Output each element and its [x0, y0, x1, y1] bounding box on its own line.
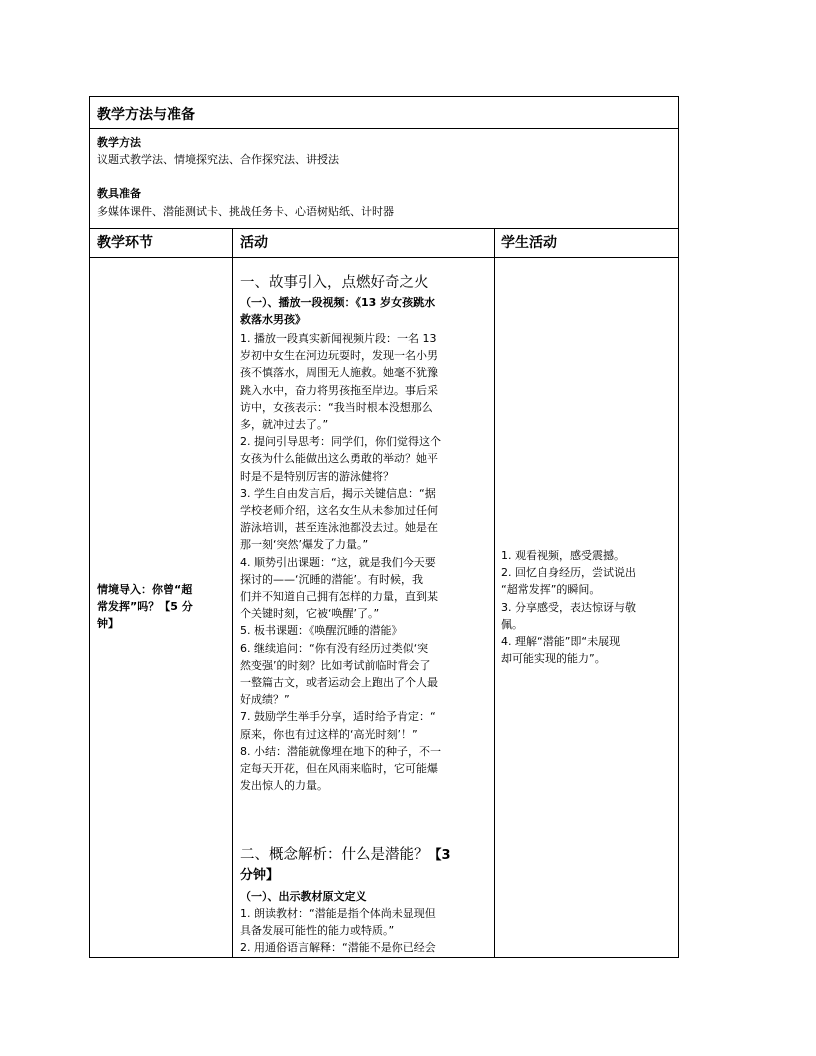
- section-1-subtitle: [240, 294, 435, 328]
- body-line: 具备发展可能性的能力或特质。”: [240, 924, 395, 938]
- header-stage: 教学环节: [97, 235, 153, 251]
- section-2-title-cont: [240, 864, 279, 887]
- student-line: 佩。: [501, 617, 523, 631]
- section-2-subtitle: （一）、出示教材原文定义: [240, 890, 367, 903]
- body-line: 们并不知道自己拥有怎样的力量，直到某: [240, 590, 438, 604]
- body-line: 学校老师介绍，这名女生从未参加过任何: [240, 504, 438, 518]
- body-line: 定每天开花，但在风雨来临时，它可能爆: [240, 762, 438, 776]
- table-rule: [89, 228, 679, 229]
- header-activity: 活动: [240, 235, 268, 251]
- table-rule: [89, 257, 679, 258]
- student-line: 2. 回忆自身经历，尝试说出: [501, 566, 636, 580]
- body-line: 岁初中女生在河边玩耍时，发现一名小男: [240, 349, 438, 363]
- body-line: 孩不慎落水，周围无人施救。她毫不犹豫: [240, 366, 438, 380]
- table-rule: [232, 228, 233, 958]
- table-rule: [89, 128, 679, 129]
- lesson-plan-page: [89, 96, 679, 958]
- body-line: 3. 学生自由发言后，揭示关键信息：“据: [240, 486, 436, 500]
- body-line: 时是不是特别厉害的游泳健将？: [240, 469, 394, 483]
- body-line: 1. 朗读教材：“潜能是指个体尚未显现但: [240, 907, 436, 920]
- subtitle-line: （一）、播放一段视频：《13 岁女孩跳水: [240, 296, 436, 309]
- stage-line: 情境导入：你曾“超: [97, 583, 193, 596]
- body-line: 4. 顺势引出课题：“这，就是我们今天要: [240, 555, 436, 569]
- section-1-title: 一、故事引入，点燃好奇之火: [240, 275, 429, 291]
- header-student: 学生活动: [501, 235, 557, 251]
- body-line: 跳入水中，奋力将男孩拖至岸边。事后采: [240, 383, 438, 397]
- body-line: 探讨的——‘沉睡的潜能’。有时候，我: [240, 572, 423, 586]
- body-line: 然变强’的时刻？比如考试前临时背会了: [240, 658, 431, 672]
- body-line: 好成绩？”: [240, 693, 290, 707]
- prep-title: 教学方法与准备: [97, 107, 195, 123]
- tools-text: 多媒体课件、潜能测试卡、挑战任务卡、心语树贴纸、计时器: [97, 205, 394, 218]
- body-line: 女孩为什么能做出这么勇敢的举动？她平: [240, 452, 438, 466]
- body-line: 2. 提问引导思考：同学们，你们觉得这个: [240, 435, 441, 449]
- body-line: 游泳培训，甚至连泳池都没去过。她是在: [240, 521, 438, 535]
- student-activity: [501, 547, 636, 667]
- section-2-title-time: 【3: [428, 848, 451, 863]
- student-line: 3. 分享感受，表达惊讶与敬: [501, 600, 636, 614]
- body-line: 5. 板书课题：《唤醒沉睡的潜能》: [240, 624, 403, 638]
- body-line: 多，就冲过去了。”: [240, 418, 329, 432]
- section-2-title-time-cont: 分钟】: [240, 868, 280, 883]
- section-1-body: [240, 330, 441, 794]
- stage-text: [97, 581, 193, 633]
- body-line: 8. 小结：潜能就像埋在地下的种子，不一: [240, 744, 441, 758]
- body-line: 发出惊人的力量。: [240, 779, 328, 793]
- methods-label: 教学方法: [97, 136, 141, 149]
- body-line: 访中，女孩表示：“我当时根本没想那么: [240, 400, 433, 414]
- section-2-body: [240, 905, 436, 957]
- student-line: 4. 理解“潜能”即“未展现: [501, 635, 621, 649]
- body-line: 7. 鼓励学生举手分享，适时给予肯定：“: [240, 710, 436, 724]
- body-line: 1. 播放一段真实新闻视频片段：一名 13: [240, 332, 437, 345]
- stage-line: 常发挥”吗？【5 分: [97, 600, 193, 614]
- body-line: 个关键时刻，它被‘唤醒’了。”: [240, 607, 380, 621]
- section-2-title-text: 二、概念解析：什么是潜能？: [240, 847, 429, 863]
- body-line: 一整篇古文，或者运动会上跑出了个人最: [240, 676, 438, 690]
- table-rule: [494, 228, 495, 958]
- methods-text: 议题式教学法、情境探究法、合作探究法、讲授法: [97, 153, 339, 166]
- body-line: 6. 继续追问：“你有没有经历过类似‘突: [240, 641, 429, 655]
- body-line: 原来，你也有过这样的‘高光时刻’！”: [240, 727, 418, 741]
- student-line: 1. 观看视频，感受震撼。: [501, 549, 625, 562]
- student-line: 却可能实现的能力”。: [501, 652, 606, 666]
- stage-line: 钟】: [97, 617, 119, 631]
- tools-label: 教具准备: [97, 187, 141, 200]
- body-line: 2. 用通俗语言解释：“潜能不是你已经会: [240, 941, 436, 955]
- body-line: 那一刻‘突然’爆发了力量。”: [240, 538, 369, 552]
- subtitle-line: 救落水男孩》: [240, 313, 306, 327]
- student-line: “超常发挥”的瞬间。: [501, 583, 601, 597]
